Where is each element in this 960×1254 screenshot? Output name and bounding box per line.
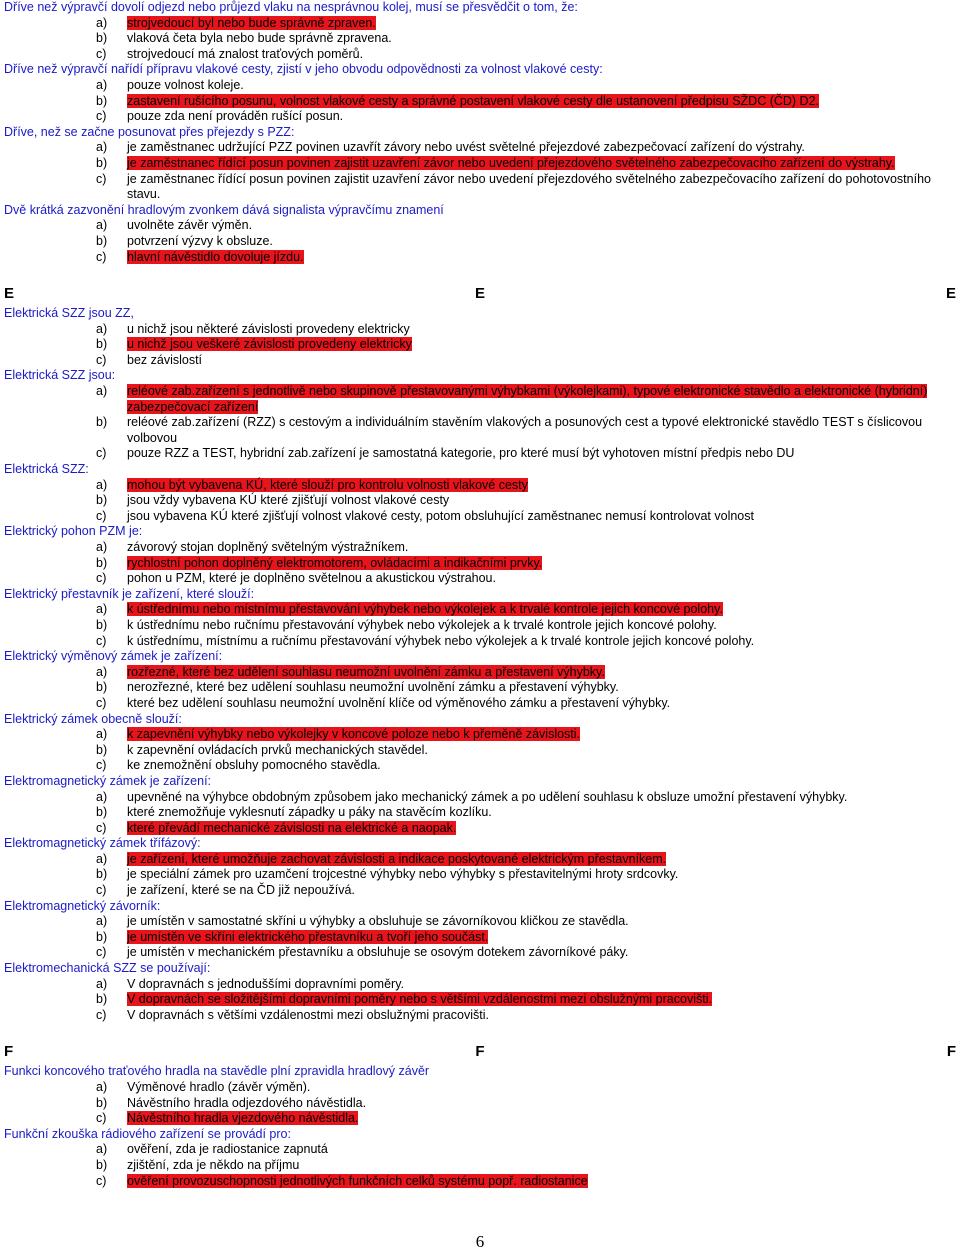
option-text: pohon u PZM, které je doplněno světelnou a akustickou výstrahou. — [127, 571, 496, 586]
option-text: potvrzení výzvy k obsluze. — [127, 233, 273, 248]
answer-option — [0, 1096, 960, 1112]
option-text: reléové zab.zařízení s jednotlivě nebo skupinově přestavovanými výhybkami (výkolejkami), typové elektronické stavědlo a elektronické (hybridní) zabezpečovací zařízení — [127, 384, 928, 414]
answer-option — [0, 415, 960, 446]
option-letter: c) — [96, 508, 107, 523]
answer-option — [0, 1158, 960, 1174]
option-letter: b) — [96, 493, 108, 508]
option-text: ke znemožnění obsluhy pomocného stavědla. — [127, 758, 381, 773]
answer-option-correct — [0, 930, 960, 946]
answer-option-correct — [0, 852, 960, 868]
option-text: je zařízení, které umožňuje zachovat závislosti a indikace poskytované elektrickým přestavníkem. — [127, 851, 667, 866]
answer-option — [0, 945, 960, 961]
option-letter: a) — [96, 851, 108, 866]
option-letter: b) — [96, 415, 108, 430]
option-text: ověření, zda je radiostanice zapnutá — [127, 1142, 328, 1157]
option-text: u nichž jsou veškeré závislosti provedeny elektricky — [127, 337, 412, 352]
option-text: pouze RZZ a TEST, hybridní zab.zařízení je samostatná kategorie, pro které musí být vyhotoven místní předpis nebo DU — [127, 446, 795, 461]
option-letter: a) — [96, 1080, 108, 1094]
option-text: rychlostní pohon doplněný elektromotorem, ovládacími a indikačními prvky. — [127, 555, 543, 570]
option-letter: a) — [96, 321, 108, 336]
option-text: bez závislostí — [127, 352, 203, 367]
question-text: Elektrický zámek obecně slouží: — [4, 711, 182, 726]
option-text: rozřezné, které bez udělení souhlasu neumožní uvolnění zámku a přestavení výhybky. — [127, 664, 605, 679]
answer-option — [0, 790, 960, 806]
option-text: Návěstního hradla odjezdového návěstidla. — [127, 1095, 367, 1110]
option-text: jsou vždy vybavena KÚ které zjišťují volnost vlakové cesty — [127, 493, 450, 508]
option-text: je zařízení, které se na ČD již nepoužívá. — [127, 883, 355, 898]
question-text: Elektrický výměnový zámek je zařízení: — [4, 649, 223, 664]
option-text: V dopravnách s většími vzdálenostmi mezi obslužnými pracovišti. — [127, 1007, 489, 1022]
answer-option — [0, 571, 960, 587]
option-text: ověření provozuschopnosti jednotlivých funkčních celků systému popř. radiostanice — [127, 1173, 588, 1188]
answer-option — [0, 172, 960, 203]
answer-option — [0, 758, 960, 774]
question-text: Elektromechanická SZZ se používají: — [4, 961, 211, 976]
option-letter: b) — [96, 555, 108, 570]
option-letter: b) — [96, 992, 108, 1007]
option-letter: a) — [96, 15, 108, 30]
answer-option — [0, 977, 960, 993]
answer-option — [0, 1142, 960, 1158]
answer-option — [0, 509, 960, 525]
option-letter: a) — [96, 976, 108, 991]
option-text: jsou vybavena KÚ které zjišťují volnost vlakové cesty, potom obsluhující zaměstnanec nemusí kontrolovat volnost — [127, 508, 754, 523]
question-text: Funkční zkouška rádiového zařízení se provádí pro: — [4, 1126, 291, 1141]
answer-option — [0, 109, 960, 125]
option-text: zastavení rušícího posunu, volnost vlakové cesty a správné postavení vlakové cesty dle ustanovení předpisu SŽDC (ČD) D2. — [127, 93, 820, 108]
answer-option — [0, 743, 960, 759]
option-text: vlaková četa byla nebo bude správně zpravena. — [127, 31, 392, 46]
option-letter: c) — [96, 446, 107, 461]
section-letter: F — [475, 1043, 485, 1061]
option-text: je zaměstnanec řídící posun povinen zajistit uzavření závor nebo uvedení přejezdového světelného zabezpečovacího zařízení do výstrahy. — [127, 155, 895, 170]
section-letter: E — [4, 285, 15, 303]
answer-option — [0, 140, 960, 156]
answer-option — [0, 618, 960, 634]
question-text: Elektrický pohon PZM je: — [4, 524, 143, 539]
option-letter: c) — [96, 1173, 107, 1188]
option-text: které převádí mechanické závislosti na elektrické a naopak. — [127, 820, 457, 835]
answer-option — [0, 680, 960, 696]
section-letter-heading — [4, 285, 956, 302]
answer-option-correct — [0, 727, 960, 743]
option-text: upevněné na výhybce obdobným způsobem jako mechanický zámek a po udělení souhlasu k obsluze umožní přestavení výhybky. — [127, 789, 848, 804]
answer-option — [0, 696, 960, 712]
option-text: k ústřednímu nebo ručnímu přestavování výhybek nebo výkolejek a k trvalé kontrole jejich koncové polohy. — [127, 617, 717, 632]
answer-option — [0, 234, 960, 250]
option-letter: b) — [96, 805, 108, 820]
answer-option-correct — [0, 556, 960, 572]
answer-option-correct — [0, 602, 960, 618]
answer-option-correct — [0, 156, 960, 172]
option-text: Výměnové hradlo (závěr výměn). — [127, 1080, 311, 1094]
answer-option — [0, 493, 960, 509]
answer-option-correct — [0, 992, 960, 1008]
option-text: je speciální zámek pro uzamčení trojcestné výhybky nebo výhybky s přestavitelnými hroty srdcovky. — [127, 867, 679, 882]
option-letter: a) — [96, 540, 108, 554]
option-text: uvolněte závěr výměn. — [127, 218, 253, 233]
answer-option-correct — [0, 1111, 960, 1127]
option-letter: b) — [96, 337, 108, 352]
option-letter: b) — [96, 155, 108, 170]
answer-option — [0, 1080, 960, 1096]
option-letter: b) — [96, 617, 108, 632]
answer-option — [0, 1008, 960, 1024]
option-text: je zaměstnanec udržující PZZ povinen uzavřít závory nebo uvést světelné přejezdové zabezpečovací zařízení do výstrahy. — [127, 140, 805, 155]
option-letter: c) — [96, 46, 107, 61]
answer-option — [0, 634, 960, 650]
option-text: k ústřednímu nebo místnímu přestavování výhybek nebo výkolejek a k trvalé kontrole jejich koncové polohy. — [127, 602, 723, 617]
option-letter: c) — [96, 945, 107, 960]
option-text: je zaměstnanec řídící posun povinen zajistit uzavření závor nebo uvedení přejezdového světelného zabezpečovacího zařízení do pohotovostního stavu. — [127, 171, 931, 202]
option-letter: a) — [96, 77, 108, 92]
option-letter: c) — [96, 758, 107, 773]
answer-option — [0, 805, 960, 821]
option-text: které bez udělení souhlasu neumožní uvolnění klíče od výměnového zámku a přestavení výhybky. — [127, 695, 671, 710]
question-text: Dříve než výpravčí nařídí přípravu vlakové cesty, zjistí v jeho obvodu odpovědnosti za volnost vlakové cesty: — [4, 62, 603, 77]
option-text: strojvedoucí byl nebo bude správně zpraven. — [127, 15, 376, 30]
option-text: u nichž jsou některé závislosti provedeny elektricky — [127, 321, 410, 336]
option-text: V dopravnách s jednoduššími dopravními poměry. — [127, 976, 404, 991]
answer-option — [0, 540, 960, 556]
answer-option-correct — [0, 384, 960, 415]
option-text: závorový stojan doplněný světelným výstražníkem. — [127, 540, 409, 554]
option-letter: c) — [96, 883, 107, 898]
option-text: zjištění, zda je někdo na příjmu — [127, 1157, 300, 1172]
question-text: Funkci koncového traťového hradla na stavědle plní zpravidla hradlový závěr — [4, 1064, 430, 1079]
option-text: V dopravnách se složitějšími dopravními poměry nebo s většími vzdálenostmi mezi obslužnými pracovišti. — [127, 992, 712, 1007]
answer-option — [0, 914, 960, 930]
option-text: reléové zab.zařízení (RZZ) s cestovým a individuálním stavěním vlakových a posunových cest a typové elektronické stavědlo TEST s číslicovou volbovou — [127, 415, 923, 445]
answer-option — [0, 218, 960, 234]
option-letter: a) — [96, 140, 108, 155]
option-text: nerozřezné, které bez udělení souhlasu neumožní uvolnění zámku a přestavení výhybky. — [127, 680, 619, 695]
question-text: Elektromagnetický zámek je zařízení: — [4, 773, 212, 788]
option-text: k zapevnění ovládacích prvků mechanických stavědel. — [127, 742, 428, 757]
option-letter: a) — [96, 727, 108, 742]
option-text: hlavní návěstidlo dovoluje jízdu. — [127, 249, 304, 264]
option-letter: a) — [96, 914, 108, 929]
option-letter: c) — [96, 171, 107, 186]
answer-option-correct — [0, 665, 960, 681]
question-text: Elektromagnetický zámek třífázový: — [4, 836, 201, 851]
option-letter: b) — [96, 680, 108, 695]
option-text: které znemožňuje vyklesnutí západky u páky na stavěcím kozlíku. — [127, 805, 492, 820]
option-text: pouze volnost koleje. — [127, 77, 244, 92]
answer-option — [0, 31, 960, 47]
section-letter: F — [4, 1043, 14, 1061]
option-letter: c) — [96, 633, 107, 648]
option-letter: c) — [96, 820, 107, 835]
option-text: pouze zda není prováděn rušící posun. — [127, 109, 344, 124]
answer-option-correct — [0, 337, 960, 353]
section-letter-heading — [4, 1043, 956, 1060]
option-letter: a) — [96, 477, 108, 492]
option-text: Návěstního hradla vjezdového návěstidla. — [127, 1111, 359, 1126]
option-letter: a) — [96, 789, 108, 804]
question-text: Dvě krátká zazvonění hradlovým zvonkem dává signalista výpravčímu znamení — [4, 202, 444, 217]
answer-option — [0, 78, 960, 94]
option-letter: b) — [96, 233, 108, 248]
answer-option-correct — [0, 1174, 960, 1190]
answer-option — [0, 446, 960, 462]
question-text: Elektrická SZZ jsou ZZ, — [4, 306, 134, 321]
answer-option — [0, 353, 960, 369]
option-letter: a) — [96, 384, 108, 399]
question-text: Elektrický přestavník je zařízení, které slouží: — [4, 586, 255, 601]
section-letter: E — [474, 285, 485, 303]
section-letter: E — [945, 285, 956, 303]
answer-option-correct — [0, 821, 960, 837]
option-letter: c) — [96, 1007, 107, 1022]
answer-option — [0, 883, 960, 899]
option-text: strojvedoucí má znalost traťových poměrů. — [127, 46, 364, 61]
question-text: Elektrická SZZ: — [4, 462, 89, 477]
option-letter: a) — [96, 218, 108, 233]
page-number: 6 — [475, 1232, 485, 1251]
option-letter: a) — [96, 664, 108, 679]
option-letter: c) — [96, 571, 107, 586]
option-letter: a) — [96, 602, 108, 617]
question-text: Dříve, než se začne posunovat přes přejezdy s PZZ: — [4, 124, 295, 139]
answer-option — [0, 322, 960, 338]
option-letter: b) — [96, 742, 108, 757]
answer-option — [0, 867, 960, 883]
option-letter: b) — [96, 93, 108, 108]
answer-option-correct — [0, 16, 960, 32]
option-letter: b) — [96, 31, 108, 46]
section-letter: F — [946, 1043, 956, 1061]
option-text: je umístěn ve skříni elektrického přestavníku a tvoří jeho součást. — [127, 929, 489, 944]
option-letter: c) — [96, 695, 107, 710]
option-text: k ústřednímu, místnímu a ručnímu přestavování výhybek nebo výkolejek a k trvalé kontrole jejich koncové polohy. — [127, 633, 755, 648]
question-text: Elektromagnetický závorník: — [4, 898, 161, 913]
answer-option — [0, 47, 960, 63]
option-letter: b) — [96, 1095, 108, 1110]
option-text: je umístěn v samostatné skříni u výhybky a obsluhuje se závorníkovou kličkou ze stavědla. — [127, 914, 629, 929]
option-text: je umístěn v mechanickém přestavníku a obsluhuje se osovým dotekem závorníkové páky. — [127, 945, 629, 960]
question-text: Dříve než výpravčí dovolí odjezd nebo průjezd vlaku na nesprávnou kolej, musí se přesvědčit o tom, že: — [4, 0, 578, 14]
answer-option-correct — [0, 478, 960, 494]
question-text: Elektrická SZZ jsou: — [4, 368, 116, 383]
option-letter: b) — [96, 929, 108, 944]
option-letter: b) — [96, 867, 108, 882]
answer-option-correct — [0, 94, 960, 110]
option-text: k zapevnění výhybky nebo výkolejky v koncové poloze nebo k přeměně závislosti. — [127, 727, 581, 742]
option-letter: c) — [96, 249, 107, 264]
option-letter: c) — [96, 1111, 107, 1126]
answer-option-correct — [0, 250, 960, 266]
option-letter: b) — [96, 1157, 108, 1172]
option-letter: c) — [96, 109, 107, 124]
option-text: mohou být vybavena KÚ, které slouží pro kontrolu volnosti vlakové cesty — [127, 477, 528, 492]
option-letter: a) — [96, 1142, 108, 1157]
option-letter: c) — [96, 352, 107, 367]
